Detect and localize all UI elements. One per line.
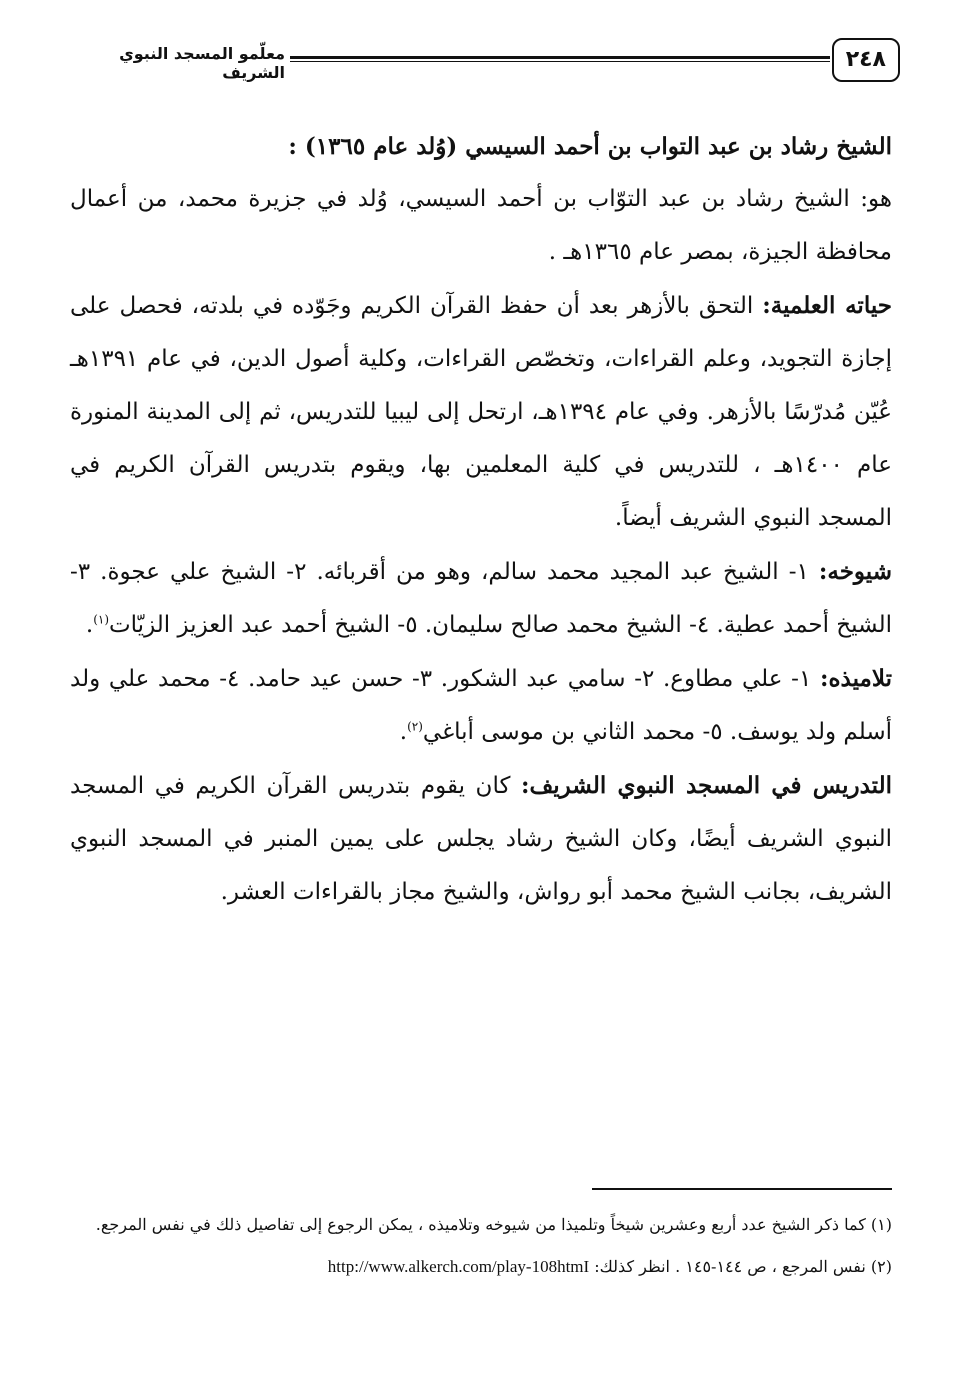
students-label: تلاميذه:	[819, 665, 892, 692]
teaching-paragraph	[70, 759, 892, 919]
footnote-ref-2[interactable]: (٢)	[407, 719, 423, 734]
footnote-ref-1[interactable]: (١)	[93, 612, 110, 627]
scholarly-life-text: التحق بالأزهر بعد أن حفظ القرآن الكريم وجَوّده في بلدته، فحصل على إجازة التجويد، وعلم القراءات، وتخصّص القراءات، وكلية أصول الدين، في عام ١٣٩١هـ عُيّن مُدرّسًا بالأزهر. وفي عام ١٣٩٤هـ، ارتحل إلى ليبيا للتدريس، ثم إلى المدينة المنورة عام ١٤٠٠هـ ، للتدريس في كلية المعلمين بها، ويقوم بتدريس القرآن الكريم في المسجد النبوي الشريف أيضاً.	[70, 293, 892, 531]
teaching-label: التدريس في المسجد النبوي الشريف:	[520, 772, 892, 799]
running-title: معلّمو المسجد النبوي الشريف	[119, 44, 285, 82]
footnote-2	[70, 1250, 892, 1284]
page-header	[60, 38, 900, 82]
footnote-rule	[592, 1188, 892, 1190]
teachers-text: ١- الشيخ عبد المجيد محمد سالم، وهو من أقربائه. ٢- الشيخ علي عجوة. ٣- الشيخ أحمد عطية. ٤- الشيخ محمد صالح سليمان. ٥- الشيخ أحمد عبد العزيز الزيّات	[70, 559, 892, 638]
header-rule	[290, 56, 830, 62]
students-paragraph	[70, 652, 892, 759]
scholarly-life-paragraph	[70, 279, 892, 545]
teachers-paragraph	[70, 545, 892, 652]
entry-heading: الشيخ رشاد بن عبد التواب بن أحمد السيسي (وُلد عام ١٣٦٥) :	[288, 133, 892, 160]
teaching-text: كان يقوم بتدريس القرآن الكريم في المسجد النبوي الشريف أيضًا، وكان الشيخ رشاد يجلس على يمين المنبر في المسجد النبوي الشريف، بجانب الشيخ محمد أبو رواش، والشيخ مجاز بالقراءات العشر.	[70, 773, 892, 905]
intro-paragraph: هو: الشيخ رشاد بن عبد التوّاب بن أحمد السيسي، وُلد في جزيرة محمد، من أعمال محافظة الجيزة، بمصر عام ١٣٦٥هـ .	[70, 186, 892, 265]
page-number: ٢٤٨	[832, 38, 900, 82]
teachers-end: .	[85, 612, 94, 638]
teachers-label: شيوخه:	[818, 558, 893, 585]
footnote-2-url[interactable]: http://www.alkerch.com/play-108htmI	[327, 1257, 590, 1276]
scholarly-life-label: حياته العلمية:	[762, 292, 892, 319]
students-end: .	[399, 719, 408, 745]
students-text: ١- علي مطاوع. ٢- سامي عبد الشكور. ٣- حسن عيد حامد. ٤- محمد علي ولد أسلم ولد يوسف. ٥- محمد الثاني بن موسى أباغي	[70, 666, 892, 745]
footnotes	[70, 1208, 892, 1292]
body-text	[70, 120, 892, 919]
footnote-2-text: (٢) نفس المرجع ، ص ١٤٤-١٤٥ . انظر كذلك:	[589, 1257, 892, 1276]
footnote-1: (١) كما ذكر الشيخ عدد أربع وعشرين شيخاً وتلميذا من شيوخه وتلاميذه ، يمكن الرجوع إلى تفاصيل ذلك في نفس المرجع.	[95, 1215, 892, 1234]
